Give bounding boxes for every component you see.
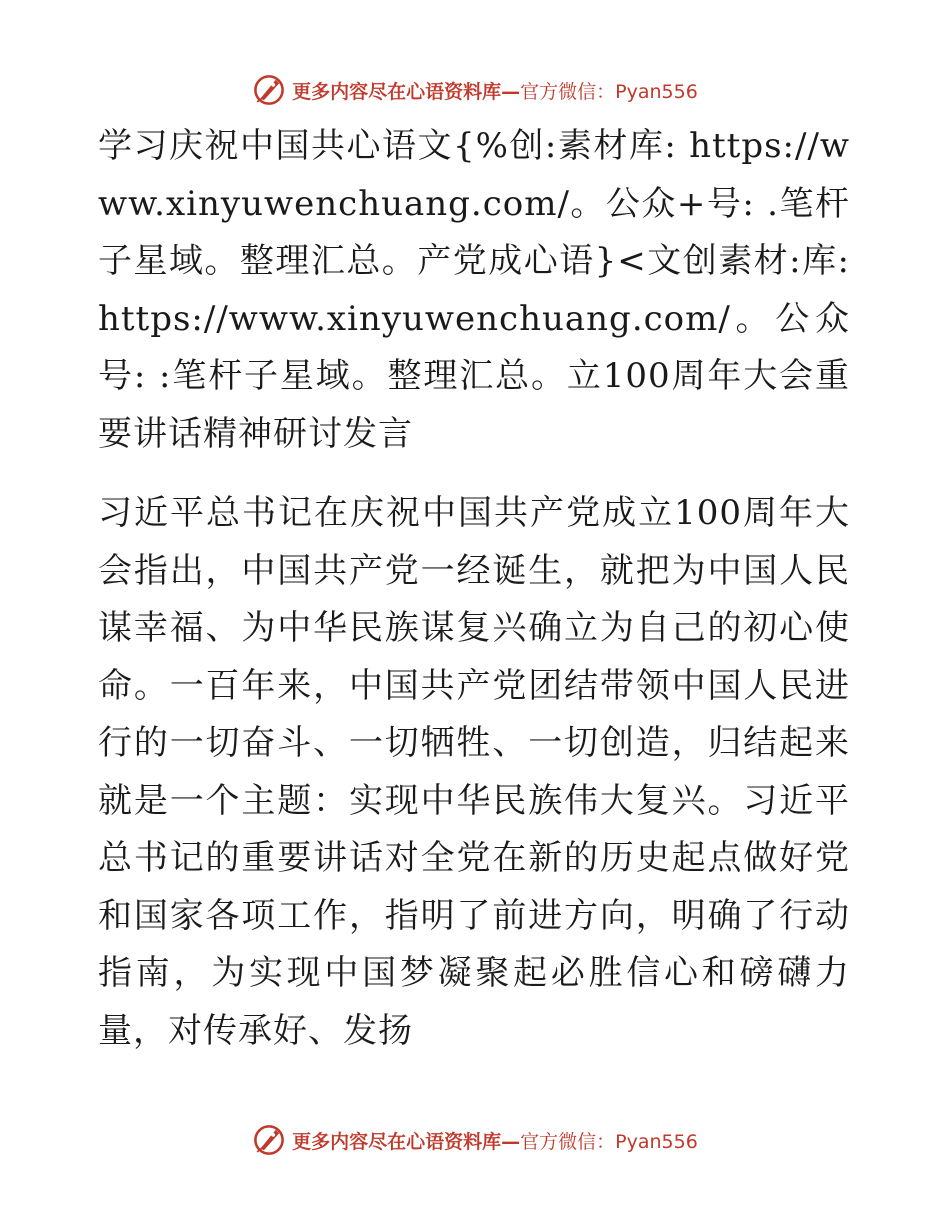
pen-nib-icon: [252, 73, 286, 107]
header-watermark: [0, 70, 950, 110]
document-body: [98, 118, 850, 1060]
watermark-text: 更多内容尽在心语资料库—官方微信：Pyan556: [292, 80, 698, 103]
footer-watermark: [0, 1120, 950, 1160]
paragraph-title: 学习庆祝中国共心语文{%创:素材库: https://www.xinyuwenchuang.com/。公众+号: .笔杆子星域。整理汇总。产党成心语}<文创素材:库: https://www.xinyuwenchuang.com/。公众号: :笔杆子星域。整理汇总。立100周年大会重要讲话精神研讨发言: [98, 126, 850, 454]
pen-nib-icon: [252, 1123, 286, 1157]
watermark-text: 更多内容尽在心语资料库—官方微信：Pyan556: [292, 1130, 698, 1153]
paragraph-body: 习近平总书记在庆祝中国共产党成立100周年大会指出，中国共产党一经诞生，就把为中国人民谋幸福、为中华民族谋复兴确立为自己的初心使命。一百年来，中国共产党团结带领中国人民进行的一切奋斗、一切牺牲、一切创造，归结起来就是一个主题：实现中华民族伟大复兴。习近平总书记的重要讲话对全党在新的历史起点做好党和国家各项工作，指明了前进方向，明确了行动指南，为实现中国梦凝聚起必胜信心和磅礴力量，对传承好、发扬: [98, 493, 850, 1051]
